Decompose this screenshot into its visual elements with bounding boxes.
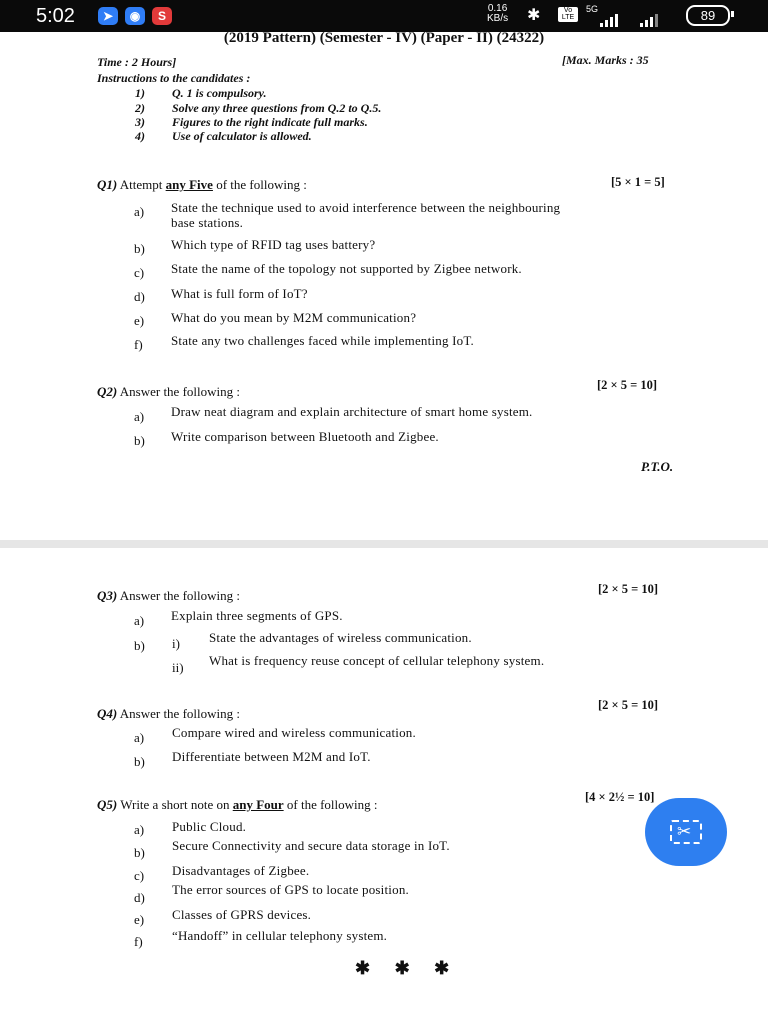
q1-emphasis: any Five xyxy=(165,177,213,192)
q2-heading xyxy=(97,384,240,400)
q2-text: Answer the following : xyxy=(119,384,240,399)
q1-item-e: What do you mean by M2M communication? xyxy=(171,310,417,325)
item-label: b) xyxy=(134,241,145,256)
battery-icon: 89 xyxy=(686,5,730,26)
q5-item-b: Secure Connectivity and secure data storage in IoT. xyxy=(172,838,450,853)
q4-item-b: Differentiate between M2M and IoT. xyxy=(172,749,371,764)
q5-item-f: “Handoff” in cellular telephony system. xyxy=(172,928,388,943)
instruction-num: 2) xyxy=(135,101,145,115)
q4-heading xyxy=(97,706,240,722)
question-number: Q5) xyxy=(97,797,118,812)
scissors-icon: ✂ xyxy=(677,822,692,842)
q5-marks: [4 × 2½ = 10] xyxy=(585,790,655,804)
item-label: f) xyxy=(134,337,143,352)
q1-item-b: Which type of RFID tag uses battery? xyxy=(171,237,376,252)
question-number: Q3) xyxy=(97,588,118,603)
question-number: Q4) xyxy=(97,706,118,721)
q3-marks: [2 × 5 = 10] xyxy=(598,582,659,596)
item-label: f) xyxy=(134,934,143,949)
item-label: a) xyxy=(134,204,145,219)
item-label: e) xyxy=(134,313,145,328)
max-marks: [Max. Marks : 35 xyxy=(562,53,649,67)
telegram-icon: ➤ xyxy=(98,7,118,25)
network-speed: 0.16 KB/s xyxy=(487,3,509,24)
sub-item-label: ii) xyxy=(172,660,184,675)
q2-marks: [2 × 5 = 10] xyxy=(597,378,658,392)
q1-post: of the following : xyxy=(216,177,307,192)
pto-note: P.T.O. xyxy=(641,459,674,474)
page-2 xyxy=(0,548,768,1024)
item-label: a) xyxy=(134,613,145,628)
item-label: a) xyxy=(134,822,145,837)
instruction-num: 3) xyxy=(135,115,145,129)
q1-item-a: State the technique used to avoid interference between the neighbouring xyxy=(171,200,561,215)
item-label: c) xyxy=(134,868,145,883)
q5-item-a: Public Cloud. xyxy=(172,819,247,834)
instruction-num: 4) xyxy=(135,129,145,143)
q1-marks: [5 × 1 = 5] xyxy=(611,175,665,189)
bluetooth-icon: ✱ xyxy=(527,5,541,24)
app-s-icon: S xyxy=(152,7,172,25)
instruction-text: Use of calculator is allowed. xyxy=(172,129,312,143)
item-label: b) xyxy=(134,433,145,448)
q4-text: Answer the following : xyxy=(119,706,240,721)
q1-pre: Attempt xyxy=(119,177,163,192)
time-allowed: Time : 2 Hours] xyxy=(97,55,177,69)
q3-heading xyxy=(97,588,240,604)
clock: 5:02 xyxy=(36,5,75,27)
signal-icon xyxy=(600,9,620,23)
screenshot-crop-button[interactable] xyxy=(645,798,727,866)
instruction-num: 1) xyxy=(135,86,145,100)
q5-item-e: Classes of GPRS devices. xyxy=(172,907,312,922)
item-label: c) xyxy=(134,265,145,280)
network-type: 5G xyxy=(586,4,599,14)
item-label: b) xyxy=(134,845,145,860)
q5-post: of the following : xyxy=(286,797,378,812)
volte-icon: Vo LTE xyxy=(558,7,578,22)
instructions-title: Instructions to the candidates : xyxy=(97,71,251,85)
q3-item-b-i: State the advantages of wireless communication. xyxy=(209,630,472,645)
instruction-text: Q. 1 is compulsory. xyxy=(172,86,267,100)
item-label: b) xyxy=(134,638,145,653)
q3-text: Answer the following : xyxy=(119,588,240,603)
page-divider xyxy=(0,540,768,548)
q5-pre: Write a short note on xyxy=(120,797,230,812)
exam-header: (2019 Pattern) (Semester - IV) (Paper - II) (24322) xyxy=(223,30,545,46)
q4-marks: [2 × 5 = 10] xyxy=(598,698,659,712)
sub-item-label: i) xyxy=(172,636,180,651)
q2-item-b: Write comparison between Bluetooth and Zigbee. xyxy=(171,429,439,444)
app-icon: ◉ xyxy=(125,7,145,25)
q1-heading xyxy=(97,177,307,193)
item-label: a) xyxy=(134,730,145,745)
item-label: a) xyxy=(134,409,145,424)
signal-icon-2 xyxy=(640,9,660,23)
q5-emphasis: any Four xyxy=(232,797,284,812)
item-label: d) xyxy=(134,890,145,905)
q1-item-c: State the name of the topology not supported by Zigbee network. xyxy=(171,261,522,276)
q5-item-c: Disadvantages of Zigbee. xyxy=(172,863,310,878)
q3-item-a: Explain three segments of GPS. xyxy=(171,608,343,623)
q2-item-a: Draw neat diagram and explain architecture of smart home system. xyxy=(171,404,533,419)
question-number: Q1) xyxy=(97,177,118,192)
item-label: d) xyxy=(134,289,145,304)
instruction-text: Figures to the right indicate full marks. xyxy=(172,115,368,129)
question-number: Q2) xyxy=(97,384,118,399)
q5-heading xyxy=(97,797,378,813)
battery-tip xyxy=(731,11,734,17)
page-1 xyxy=(0,32,768,540)
instruction-text: Solve any three questions from Q.2 to Q.5. xyxy=(172,101,382,115)
status-bar xyxy=(0,0,768,32)
q5-item-d: The error sources of GPS to locate position. xyxy=(172,882,409,897)
q3-item-b-ii: What is frequency reuse concept of cellular telephony system. xyxy=(209,653,545,668)
q1-item-a-cont: base stations. xyxy=(171,215,244,230)
end-of-paper-marks: ✱ ✱ ✱ xyxy=(355,958,460,978)
q4-item-a: Compare wired and wireless communication. xyxy=(172,725,416,740)
item-label: e) xyxy=(134,912,145,927)
q1-item-d: What is full form of IoT? xyxy=(171,286,308,301)
q1-item-f: State any two challenges faced while implementing IoT. xyxy=(171,333,474,348)
item-label: b) xyxy=(134,754,145,769)
